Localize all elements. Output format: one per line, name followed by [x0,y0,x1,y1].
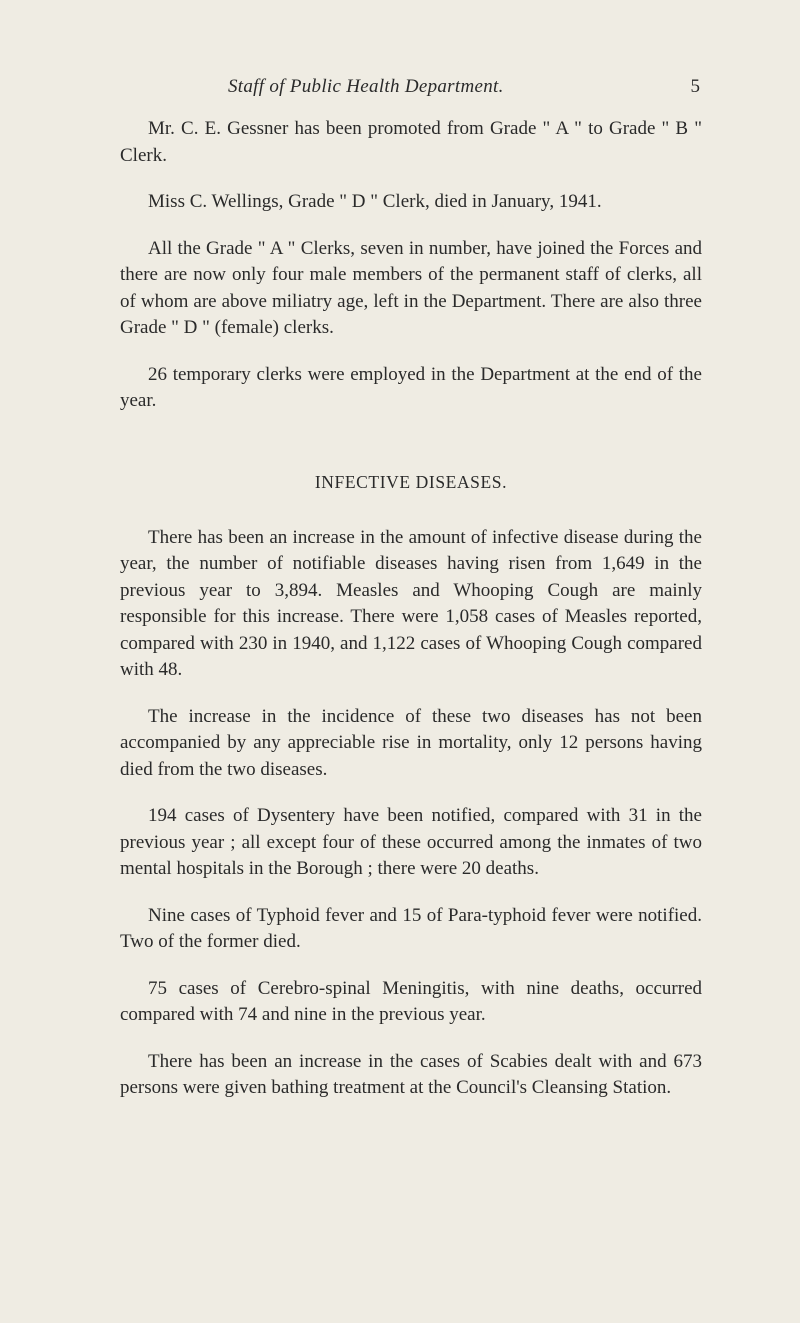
paragraph-temporary-clerks: 26 temporary clerks were employed in the Department at the end of the year. [120,363,702,411]
paragraph-meningitis: 75 cases of Cerebro-spinal Meningitis, with nine deaths, occurred compared with 74 and nine in the previous year. [120,977,702,1025]
paragraph-mortality: The increase in the incidence of these two diseases has not been accompanied by any appreciable rise in mortality, only 12 persons having died from the two diseases. [120,705,702,780]
body-text [120,116,702,1102]
paragraph-wellings-death: Miss C. Wellings, Grade " D " Clerk, died in January, 1941. [148,191,602,212]
paragraph-dysentery: 194 cases of Dysentery have been notified, compared with 31 in the previous year ; all except four of these occurred among the inmates of two mental hospitals in the Borough ; there were 20 deaths. [120,805,702,879]
page-header [120,76,700,102]
paragraph-scabies: There has been an increase in the cases of Scabies dealt with and 673 persons were given bathing treatment at the Council's Cleansing Station. [120,1050,702,1098]
paragraph-clerks-forces: All the Grade " A " Clerks, seven in number, have joined the Forces and there are now only four male members of the permanent staff of clerks, all of whom are above miliatry age, left in the Department. There are also three Grade " D " (female) clerks. [120,237,702,338]
section-heading: INFECTIVE DISEASES. [314,471,508,492]
paragraph-gessner-promotion: Mr. C. E. Gessner has been promoted from Grade " A " to Grade " B " Clerk. [120,118,702,166]
paragraph-infective-increase: There has been an increase in the amount of infective disease during the year, the number of notifiable diseases having risen from 1,649 in the previous year to 3,894. Measles and Whooping Cough are mainly responsible for this increase. There were 1,058 cases of Measles reported, compared with 230 in 1940, and 1,122 cases of Whooping Cough compared with 48. [120,526,702,680]
running-head: Staff of Public Health Department. [228,76,504,97]
page-number: 5 [690,76,700,97]
paragraph-typhoid: Nine cases of Typhoid fever and 15 of Para-typhoid fever were notified. Two of the former died. [120,904,702,952]
